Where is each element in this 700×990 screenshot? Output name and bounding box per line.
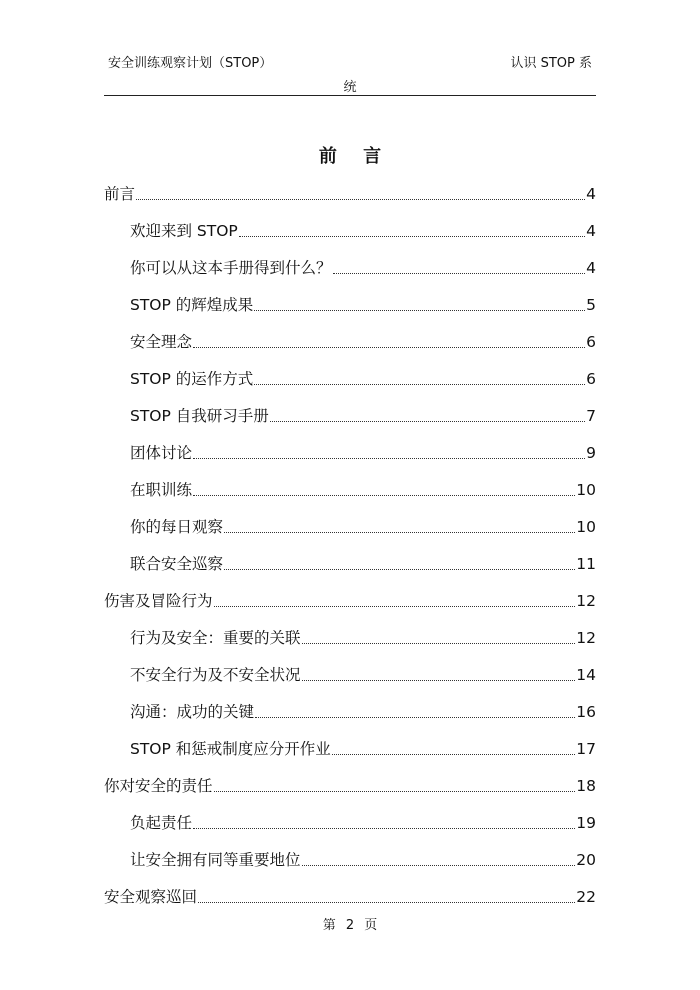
toc-entry-page-number: 6: [586, 370, 596, 388]
toc-entry-section[interactable]: [104, 285, 596, 322]
toc-dot-leader: [255, 716, 575, 718]
toc-dot-leader: [193, 494, 575, 496]
toc-entry-section[interactable]: [104, 729, 596, 766]
header-divider: [104, 95, 596, 96]
toc-entry-page-number: 7: [586, 407, 596, 425]
toc-entry-page-number: 12: [576, 592, 596, 610]
toc-dot-leader: [193, 457, 585, 459]
toc-dot-leader: [193, 346, 585, 348]
toc-entry-chapter[interactable]: [104, 174, 596, 211]
toc-entry-title: STOP 和惩戒制度应分开作业: [130, 740, 331, 758]
toc-entry-page-number: 18: [576, 777, 596, 795]
toc-entry-section[interactable]: [104, 655, 596, 692]
toc-dot-leader: [198, 901, 575, 903]
toc-entry-section[interactable]: [104, 470, 596, 507]
toc-entry-section[interactable]: [104, 359, 596, 396]
toc-entry-title: 联合安全巡察: [130, 555, 224, 573]
toc-entry-title: 前言: [104, 185, 136, 203]
toc-entry-section[interactable]: [104, 322, 596, 359]
toc-entry-title: 行为及安全：重要的关联: [130, 629, 301, 647]
table-of-contents: [104, 174, 596, 914]
toc-dot-leader: [224, 568, 575, 570]
toc-entry-title: STOP 自我研习手册: [130, 407, 269, 425]
toc-entry-chapter[interactable]: [104, 766, 596, 803]
toc-entry-chapter[interactable]: [104, 877, 596, 914]
toc-dot-leader: [332, 753, 575, 755]
toc-dot-leader: [224, 531, 575, 533]
toc-entry-page-number: 6: [586, 333, 596, 351]
toc-entry-page-number: 11: [576, 555, 596, 573]
toc-entry-page-number: 12: [576, 629, 596, 647]
toc-entry-section[interactable]: [104, 433, 596, 470]
toc-entry-section[interactable]: [104, 544, 596, 581]
toc-entry-title: 安全观察巡回: [104, 888, 198, 906]
toc-dot-leader: [214, 605, 576, 607]
toc-entry-page-number: 19: [576, 814, 596, 832]
toc-entry-section[interactable]: [104, 211, 596, 248]
toc-entry-section[interactable]: [104, 692, 596, 729]
toc-dot-leader: [239, 235, 585, 237]
toc-entry-section[interactable]: [104, 618, 596, 655]
toc-entry-title: 不安全行为及不安全状况: [130, 666, 301, 684]
toc-entry-title: 欢迎来到 STOP: [130, 222, 238, 240]
toc-entry-page-number: 4: [586, 222, 596, 240]
toc-dot-leader: [214, 790, 576, 792]
toc-entry-page-number: 17: [576, 740, 596, 758]
header-title-left: 安全训练观察计划（STOP）: [108, 56, 273, 71]
toc-entry-title: 你可以从这本手册得到什么？: [130, 259, 332, 277]
toc-entry-title: 让安全拥有同等重要地位: [130, 851, 301, 869]
toc-entry-section[interactable]: [104, 840, 596, 877]
toc-dot-leader: [193, 827, 575, 829]
toc-entry-page-number: 5: [586, 296, 596, 314]
toc-entry-page-number: 9: [586, 444, 596, 462]
toc-entry-page-number: 16: [576, 703, 596, 721]
page-title: 前 言: [318, 146, 392, 167]
toc-entry-title: 安全理念: [130, 333, 193, 351]
toc-entry-section[interactable]: [104, 248, 596, 285]
toc-entry-section[interactable]: [104, 803, 596, 840]
toc-dot-leader: [302, 679, 576, 681]
toc-entry-page-number: 14: [576, 666, 596, 684]
toc-dot-leader: [254, 383, 585, 385]
header-title-continuation: 统: [343, 80, 357, 95]
toc-entry-title: 伤害及冒险行为: [104, 592, 213, 610]
toc-entry-section[interactable]: [104, 396, 596, 433]
toc-entry-title: 沟通：成功的关键: [130, 703, 255, 721]
toc-entry-page-number: 22: [576, 888, 596, 906]
toc-dot-leader: [254, 309, 585, 311]
toc-dot-leader: [302, 864, 576, 866]
toc-entry-title: 你的每日观察: [130, 518, 224, 536]
toc-entry-title: STOP 的运作方式: [130, 370, 254, 388]
toc-entry-section[interactable]: [104, 507, 596, 544]
toc-entry-title: 团体讨论: [130, 444, 193, 462]
toc-entry-page-number: 20: [576, 851, 596, 869]
toc-entry-page-number: 10: [576, 518, 596, 536]
toc-entry-page-number: 10: [576, 481, 596, 499]
header-title-right: 认识 STOP 系: [510, 56, 592, 71]
toc-dot-leader: [333, 272, 586, 274]
toc-dot-leader: [302, 642, 576, 644]
toc-entry-title: 负起责任: [130, 814, 193, 832]
toc-entry-title: 在职训练: [130, 481, 193, 499]
toc-entry-title: 你对安全的责任: [104, 777, 213, 795]
toc-entry-page-number: 4: [586, 185, 596, 203]
toc-entry-chapter[interactable]: [104, 581, 596, 618]
toc-entry-page-number: 4: [586, 259, 596, 277]
toc-dot-leader: [136, 198, 585, 200]
toc-entry-title: STOP 的辉煌成果: [130, 296, 254, 314]
page-number-footer: 第 2 页: [322, 918, 378, 933]
toc-dot-leader: [270, 420, 585, 422]
